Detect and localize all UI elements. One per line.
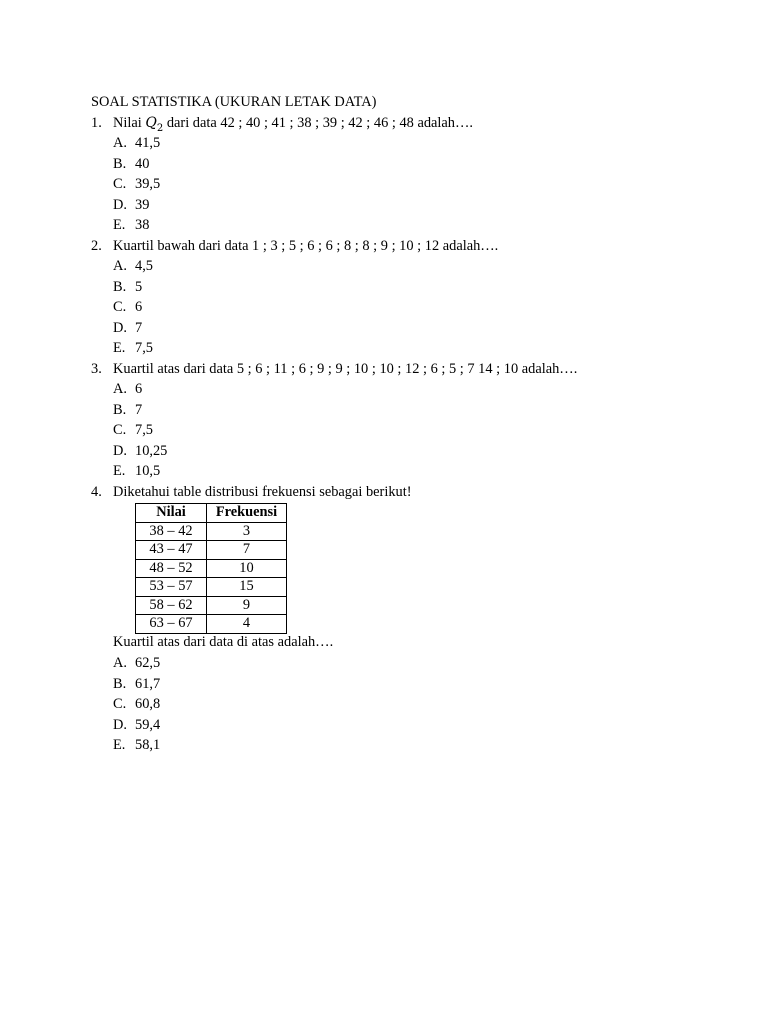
table-cell: 7 <box>207 541 287 560</box>
option-d <box>113 197 160 218</box>
question-text: Kuartil bawah dari data 1 ; 3 ; 5 ; 6 ; 6 ; 8 ; 8 ; 9 ; 10 ; 12 adalah…. <box>113 238 499 254</box>
table-cell: 15 <box>207 578 287 597</box>
option-value: 40 <box>135 155 150 172</box>
option-value: 62,5 <box>135 655 161 671</box>
column-header-frekuensi: Frekuensi <box>207 504 287 523</box>
option-c <box>113 299 153 320</box>
option-letter: B. <box>113 401 127 418</box>
option-b <box>113 676 160 697</box>
question-number: 2. <box>91 238 102 254</box>
option-value: 7 <box>135 401 143 418</box>
options-list <box>113 135 160 238</box>
option-c <box>113 176 160 197</box>
option-letter: D. <box>113 196 127 213</box>
table-cell: 3 <box>207 522 287 541</box>
option-letter: A. <box>113 258 127 274</box>
option-value: 5 <box>135 278 143 295</box>
option-letter: B. <box>113 675 127 692</box>
table-row <box>136 522 287 541</box>
option-value: 10,25 <box>135 442 168 459</box>
table-row <box>136 559 287 578</box>
option-a <box>113 655 160 676</box>
option-value: 60,8 <box>135 696 161 712</box>
option-letter: C. <box>113 299 127 315</box>
table-cell: 10 <box>207 559 287 578</box>
option-letter: E. <box>113 340 126 356</box>
option-letter: E. <box>113 737 126 753</box>
question-text-prefix: Nilai <box>113 115 146 131</box>
option-b <box>113 402 167 423</box>
options-list <box>113 381 167 484</box>
question-number: 4. <box>91 484 102 500</box>
option-b <box>113 279 153 300</box>
option-value: 4,5 <box>135 258 153 274</box>
option-letter: C. <box>113 176 127 192</box>
math-q-subscript: 2 <box>156 122 164 134</box>
option-letter: B. <box>113 278 127 295</box>
option-value: 61,7 <box>135 675 161 692</box>
question-number: 1. <box>91 115 102 131</box>
table-cell: 48 – 52 <box>136 559 207 578</box>
option-b <box>113 156 160 177</box>
option-letter: C. <box>113 422 127 438</box>
option-d <box>113 320 153 341</box>
option-a <box>113 135 160 156</box>
column-header-nilai: Nilai <box>136 504 207 523</box>
option-c <box>113 696 160 717</box>
question-2 <box>91 238 498 255</box>
table-header-row <box>136 504 287 523</box>
options-list <box>113 655 160 758</box>
option-letter: E. <box>113 217 126 233</box>
question-number: 3. <box>91 361 102 377</box>
option-value: 41,5 <box>135 135 161 151</box>
table-cell: 53 – 57 <box>136 578 207 597</box>
option-value: 38 <box>135 217 150 233</box>
option-letter: D. <box>113 442 127 459</box>
option-e <box>113 463 167 484</box>
option-value: 59,4 <box>135 716 161 733</box>
option-letter: A. <box>113 381 127 397</box>
option-letter: A. <box>113 135 127 151</box>
option-value: 6 <box>135 299 143 315</box>
frequency-table <box>135 503 287 634</box>
table-row <box>136 541 287 560</box>
option-value: 7 <box>135 319 143 336</box>
option-e <box>113 340 153 361</box>
option-value: 7,5 <box>135 422 153 438</box>
table-row <box>136 578 287 597</box>
table-cell: 58 – 62 <box>136 596 207 615</box>
option-letter: A. <box>113 655 127 671</box>
option-letter: D. <box>113 716 127 733</box>
option-letter: D. <box>113 319 127 336</box>
option-value: 39 <box>135 196 150 213</box>
option-letter: C. <box>113 696 127 712</box>
option-a <box>113 258 153 279</box>
option-e <box>113 217 160 238</box>
table-cell: 9 <box>207 596 287 615</box>
option-value: 39,5 <box>135 176 161 192</box>
table-cell: 38 – 42 <box>136 522 207 541</box>
question-text: Kuartil atas dari data 5 ; 6 ; 11 ; 6 ; 9 ; 9 ; 10 ; 10 ; 12 ; 6 ; 5 ; 7 14 ; 10 adalah…. <box>113 361 578 377</box>
table-cell: 43 – 47 <box>136 541 207 560</box>
option-letter: B. <box>113 155 127 172</box>
option-e <box>113 737 160 758</box>
option-d <box>113 443 167 464</box>
question-text: Diketahui table distribusi frekuensi sebagai berikut! <box>113 484 412 500</box>
math-q-letter: Q <box>145 115 157 131</box>
option-d <box>113 717 160 738</box>
question-4 <box>91 484 412 501</box>
document-title: SOAL STATISTIKA (UKURAN LETAK DATA) <box>91 94 377 110</box>
options-list <box>113 258 153 361</box>
option-value: 10,5 <box>135 463 161 479</box>
question-3 <box>91 361 577 378</box>
question-text-suffix: dari data 42 ; 40 ; 41 ; 38 ; 39 ; 42 ; 46 ; 48 adalah…. <box>163 115 473 131</box>
option-a <box>113 381 167 402</box>
table-row <box>136 615 287 634</box>
table-cell: 4 <box>207 615 287 634</box>
option-value: 6 <box>135 381 143 397</box>
option-c <box>113 422 167 443</box>
math-q-symbol <box>145 115 164 134</box>
option-value: 7,5 <box>135 340 153 356</box>
table-row <box>136 596 287 615</box>
option-letter: E. <box>113 463 126 479</box>
question-4-followup-text: Kuartil atas dari data di atas adalah…. <box>113 634 334 650</box>
question-1 <box>91 115 473 137</box>
option-value: 58,1 <box>135 737 161 753</box>
table-cell: 63 – 67 <box>136 615 207 634</box>
